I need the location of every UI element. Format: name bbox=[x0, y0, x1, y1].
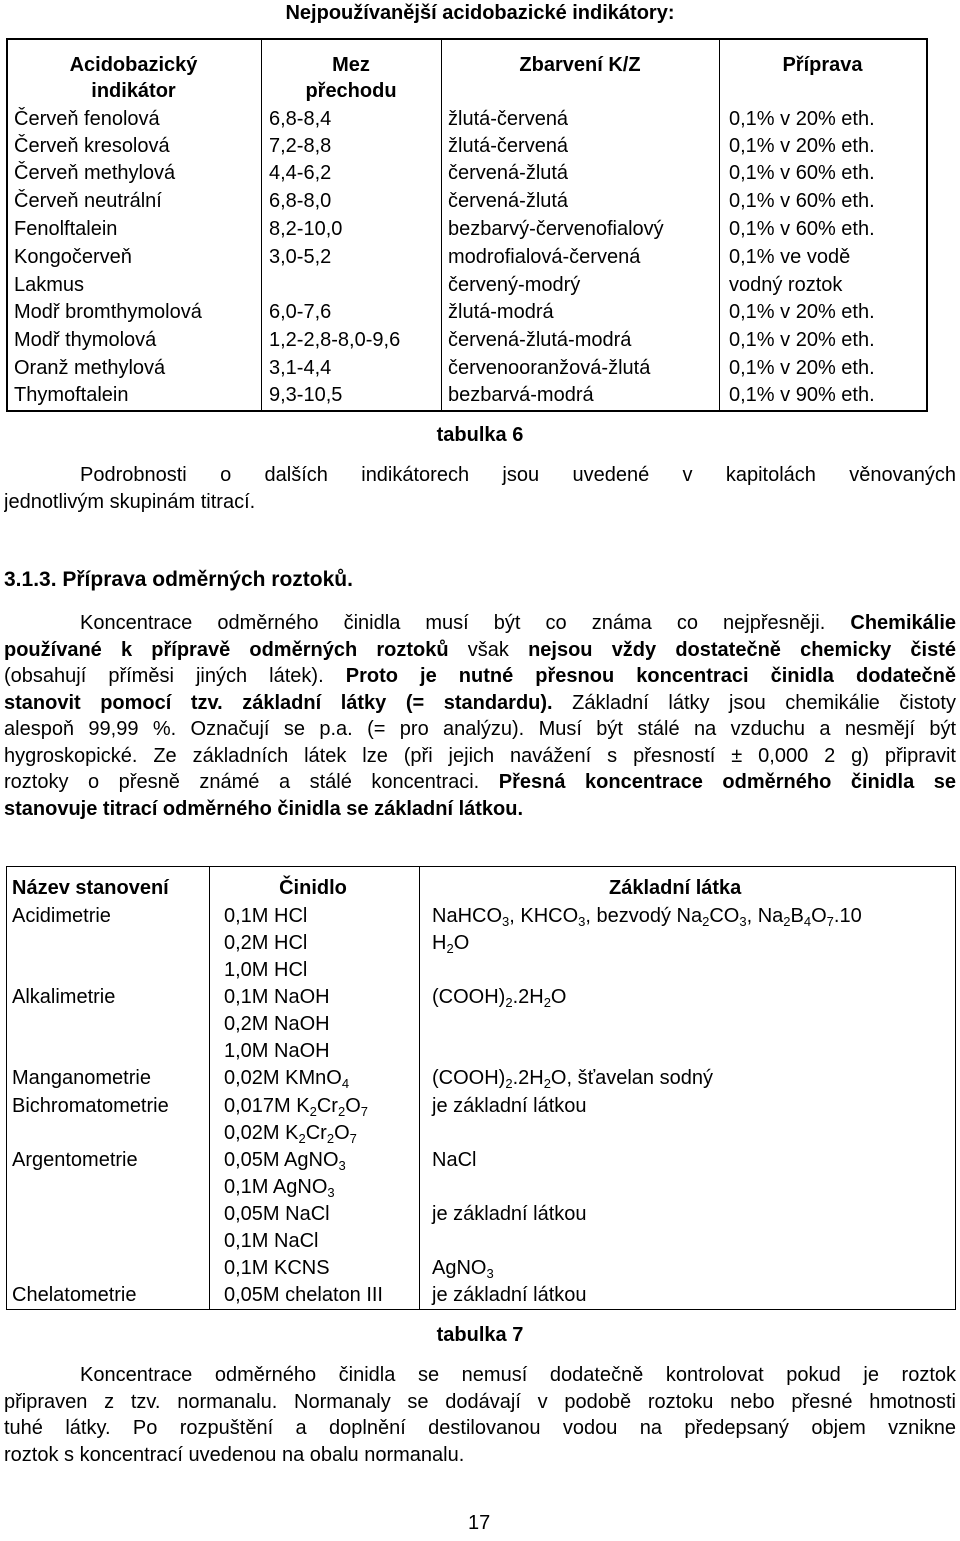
table-border-bottom bbox=[6, 1309, 956, 1310]
reagent: 0,05M chelaton III bbox=[224, 1284, 383, 1306]
standard-substance: je základní látkou bbox=[432, 1284, 587, 1306]
table-border-right bbox=[926, 38, 928, 412]
method-name: Argentometrie bbox=[12, 1149, 138, 1171]
table-caption: tabulka 7 bbox=[436, 1324, 524, 1346]
reagent: 0,1M NaCl bbox=[224, 1230, 319, 1252]
table-border-top bbox=[6, 38, 928, 40]
reagent: 0,1M AgNO$_3$ bbox=[224, 1176, 335, 1200]
paragraph: Koncentrace odměrného činidla musí být co známa co nejpřesněji. Chemikálie používané k přípravě odměrných roztoků však nejsou vždy dostatečně chemicky čisté (obsahují příměsi jiných látek). Proto je nutné přesnou koncentraci činidla dodatečně stanovit pomocí tzv. základní látky (= standardu). Základní látky jsou chemikálie čistoty alespoň 99,99 %. Označují se p.a. (= pro analýzu). Musí být stálé na vzduchu a nesmějí být hygroskopické. Ze základních látek lze (při jejich navážení s přesností ± 0,000 2 g) připravit roztoky o přesně známé a stálé koncentraci. Přesná koncentrace odměrného činidla se stanovuje titrací odměrného činidla se základní látkou. bbox=[4, 612, 956, 820]
section-heading: 3.1.3. Příprava odměrných roztoků. bbox=[4, 568, 353, 591]
reagent: 0,1M HCl bbox=[224, 905, 308, 927]
reagent: 0,02M KMnO$_4$ bbox=[224, 1067, 350, 1091]
reagent: 1,0M HCl bbox=[224, 959, 308, 981]
table-divider bbox=[419, 866, 420, 1310]
standard-substance: NaHCO$_3$, $KHCO_3$, bezvodý $Na_2CO_3$, $Na_2B_4O_7.10$ bbox=[432, 905, 862, 929]
standard-substance: $(COOH)_2.2H_2O$, šťavelan sodný bbox=[432, 1067, 713, 1091]
header-color: Zbarvení K/Z bbox=[519, 54, 641, 76]
table-border-top bbox=[6, 866, 956, 867]
standard-substance: je základní látkou bbox=[432, 1095, 587, 1117]
table-border-right bbox=[955, 866, 956, 1310]
page-number: 17 bbox=[468, 1512, 491, 1534]
table-caption: tabulka 6 bbox=[436, 424, 524, 446]
reagent: 0,1M KCNS bbox=[224, 1257, 330, 1279]
reagent: 0,2M NaOH bbox=[224, 1013, 330, 1035]
reagent: 0,1M NaOH bbox=[224, 986, 330, 1008]
table-border-left bbox=[6, 866, 7, 1310]
paragraph: Podrobnosti o dalších indikátorech jsou uvedené v kapitolách věnovaných jednotlivým skupinám titrací. bbox=[4, 464, 956, 513]
method-name: Acidimetrie bbox=[12, 905, 111, 927]
method-name: Bichromatometrie bbox=[12, 1095, 169, 1117]
header-method: Název stanovení bbox=[12, 877, 169, 899]
reagent: 0,05M NaCl bbox=[224, 1203, 330, 1225]
reagent: 0,017M $K_2Cr_2O_7$ bbox=[224, 1095, 368, 1119]
standard-substance: je základní látkou bbox=[432, 1203, 587, 1225]
reagent: 1,0M NaOH bbox=[224, 1040, 330, 1062]
method-name: Alkalimetrie bbox=[12, 986, 116, 1008]
page-title: Nejpoužívanější acidobazické indikátory: bbox=[285, 2, 675, 24]
table-divider bbox=[441, 38, 442, 412]
header-indicator: Acidobazický indikátor bbox=[69, 54, 198, 102]
reagent: 0,02M $K_2Cr_2O_7$ bbox=[224, 1122, 357, 1146]
reagent: 0,05M AgNO$_3$ bbox=[224, 1149, 346, 1173]
header-standard: Základní látka bbox=[609, 877, 742, 899]
standard-substance: $(COOH)_2.2H_2O$ bbox=[432, 986, 567, 1010]
table-border-bottom bbox=[6, 410, 928, 412]
header-prep: Příprava bbox=[782, 54, 863, 76]
standard-substance: $H_2O$ bbox=[432, 932, 470, 956]
table-divider bbox=[209, 866, 210, 1310]
method-name: Chelatometrie bbox=[12, 1284, 137, 1306]
method-name: Manganometrie bbox=[12, 1067, 151, 1089]
standard-substance: NaCl bbox=[432, 1149, 477, 1171]
reagent: 0,2M HCl bbox=[224, 932, 308, 954]
table-divider bbox=[719, 38, 720, 412]
standards-table bbox=[6, 866, 956, 1310]
header-range: Mez přechodu bbox=[305, 54, 397, 102]
standard-substance: AgNO$_3$ bbox=[432, 1257, 494, 1281]
header-reagent: Činidlo bbox=[279, 877, 347, 899]
indicator-table: Acidobazický indikátor Mez přechodu Zbarvení K/Z Příprava Červeň fenolová 6,8-8,4 žlutá-červená 0,1% v 20% eth. Červeň kresolová 7,2-8,8 žlutá-červená 0,1% v 20% eth. Červeň methylová 4,4-6,2 červená-žlutá 0,1% v 60% eth. Červeň neutrální 6,8-8,0 červená-žlutá 0,1% v 60% eth. Fenolftalein 8,2-10,0 bezbarvý-červenofialový 0,1% v 60% eth. Kongočerveň 3,0-5,2 modrofialová-červená 0,1% ve vodě Lakmus červený-modrý vodný roztok Modř bromthymolová 6,0-7,6 žlutá-modrá 0,1% v 20% eth. Modř thymolová 1,2-2,8-8,0-9,6 červená-žlutá-modrá 0,1% v 20% eth. Oranž methylová 3,1-4,4 červenooranžová-žlutá 0,1% v 20% eth. Thymoftalein 9,3-10,5 bezbarvá-modrá 0,1% v 90% eth. bbox=[6, 38, 928, 412]
paragraph: Koncentrace odměrného činidla se nemusí dodatečně kontrolovat pokud je roztok připraven z tzv. normanalu. Normanaly se dodávají v podobě roztoku nebo přesné hmotnosti tuhé látky. Po rozpuštění a doplnění destilovanou vodou na předepsaný objem vznikne roztok s koncentrací uvedenou na obalu normanalu. bbox=[4, 1364, 956, 1466]
